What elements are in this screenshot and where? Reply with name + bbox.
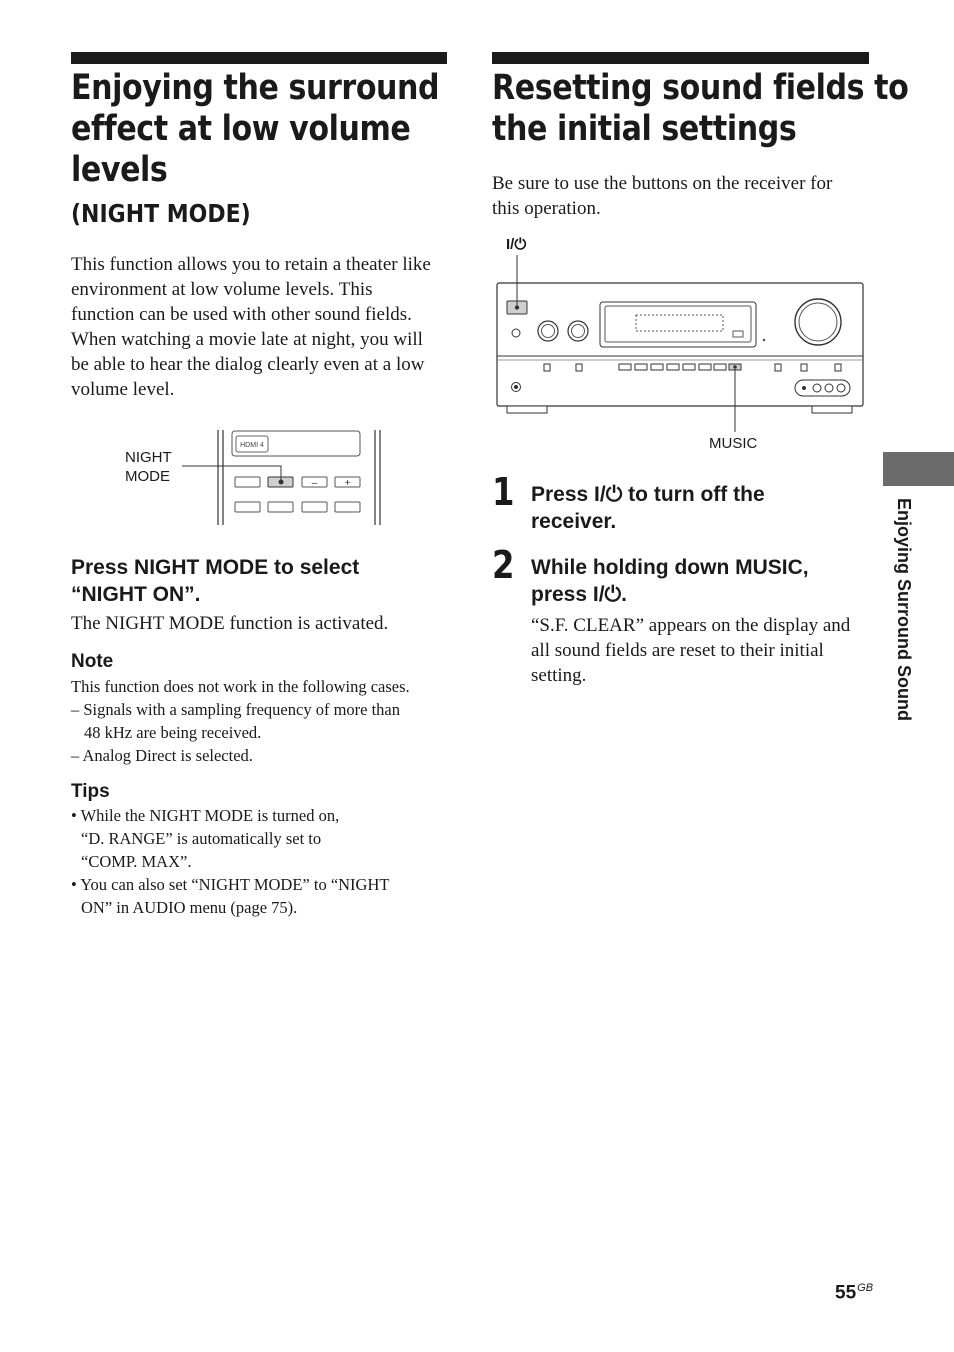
chapter-tab-marker: [883, 452, 954, 486]
step-2-heading: [531, 554, 809, 608]
tips-line: ON” in AUDIO menu (page 75).: [81, 898, 298, 917]
receiver-small-knob: [512, 329, 520, 337]
step-2-body: [531, 613, 871, 688]
step-heading-line: press I/⏻.: [531, 583, 627, 606]
step-body-line: all sound fields are reset to their initial: [531, 640, 824, 661]
instruction-line: Press NIGHT MODE to select: [71, 556, 360, 579]
intro-line: Be sure to use the buttons on the receiver for: [492, 173, 833, 194]
step-2-number: 2: [492, 543, 515, 587]
tips-line: • While the NIGHT MODE is turned on,: [71, 806, 340, 825]
receiver-knob-inner: [572, 325, 585, 338]
receiver-led: [763, 339, 766, 342]
step-heading-line: Press I/⏻ to turn off the: [531, 483, 765, 506]
instruction-line: “NIGHT ON”.: [71, 583, 201, 606]
power-button-dot: [515, 305, 519, 309]
right-title-line-2: the initial settings: [492, 109, 797, 149]
video-input-jack: [813, 384, 821, 392]
note-line: – Signals with a sampling frequency of more than: [71, 700, 401, 719]
note-heading: Note: [71, 651, 114, 672]
power-callout-label: I/⏻: [506, 236, 527, 253]
receiver-foot: [507, 406, 547, 413]
callout-line: NIGHT: [125, 449, 172, 466]
headphone-jack-inner: [514, 385, 518, 389]
tips-line: • You can also set “NIGHT MODE” to “NIGHT: [71, 875, 390, 894]
receiver-button: [835, 364, 841, 371]
note-line: 48 kHz are being received.: [84, 723, 262, 742]
receiver-knob-inner: [542, 325, 555, 338]
intro-line: function can be used with other sound fields.: [71, 304, 412, 325]
sound-field-button: [714, 364, 726, 370]
music-callout-label: MUSIC: [709, 435, 758, 452]
night-mode-result: The NIGHT MODE function is activated.: [71, 613, 389, 634]
step-heading-line: receiver.: [531, 510, 617, 533]
left-section-subtitle: (NIGHT MODE): [71, 199, 251, 228]
minus-symbol: –: [311, 478, 318, 489]
tips-line: “D. RANGE” is automatically set to: [81, 829, 322, 848]
step-body-line: “S.F. CLEAR” appears on the display and: [531, 615, 851, 636]
chapter-tab-label: Enjoying Surround Sound: [894, 498, 914, 721]
receiver-button: [544, 364, 550, 371]
receiver-button: [801, 364, 807, 371]
step-heading-line: While holding down MUSIC,: [531, 556, 809, 579]
tips-heading: Tips: [71, 781, 110, 802]
sound-field-button: [635, 364, 647, 370]
page-number: [835, 1282, 873, 1304]
sound-field-button: [699, 364, 711, 370]
intro-line: be able to hear the dialog clearly even at a low: [71, 354, 425, 375]
step-body-line: setting.: [531, 665, 587, 686]
receiver-button: [576, 364, 582, 371]
page-number-value: 55: [835, 1282, 857, 1304]
video-input-jack: [837, 384, 845, 392]
left-title-line-2: effect at low volume: [71, 109, 411, 149]
right-title-line-1: Resetting sound fields to: [492, 68, 909, 108]
sound-field-button: [651, 364, 663, 370]
sound-field-button: [619, 364, 631, 370]
sound-field-button: [683, 364, 695, 370]
sound-field-button: [667, 364, 679, 370]
hdmi4-label: HDMI 4: [240, 442, 264, 449]
intro-line: When watching a movie late at night, you will: [71, 329, 423, 350]
callout-line: MODE: [125, 468, 170, 485]
receiver-foot: [812, 406, 852, 413]
intro-line: environment at low volume levels. This: [71, 279, 373, 300]
volume-knob-inner: [799, 303, 837, 341]
receiver-display: [605, 306, 751, 342]
step-1-heading: [531, 481, 765, 535]
left-title-line-3: levels: [71, 150, 168, 190]
intro-line: this operation.: [492, 198, 601, 219]
music-button-dot: [733, 365, 737, 369]
video-input-jack: [825, 384, 833, 392]
video-input-jack: [802, 386, 806, 390]
intro-line: volume level.: [71, 379, 175, 400]
intro-line: This function allows you to retain a theater like: [71, 254, 431, 275]
note-line: – Analog Direct is selected.: [71, 746, 253, 765]
tips-line: “COMP. MAX”.: [81, 852, 192, 871]
note-line: This function does not work in the following cases.: [71, 677, 410, 696]
step-1-number: 1: [492, 470, 515, 514]
plus-symbol: +: [344, 478, 351, 489]
page-number-suffix: GB: [857, 1282, 874, 1294]
left-title-line-1: Enjoying the surround: [71, 68, 440, 108]
receiver-button: [775, 364, 781, 371]
